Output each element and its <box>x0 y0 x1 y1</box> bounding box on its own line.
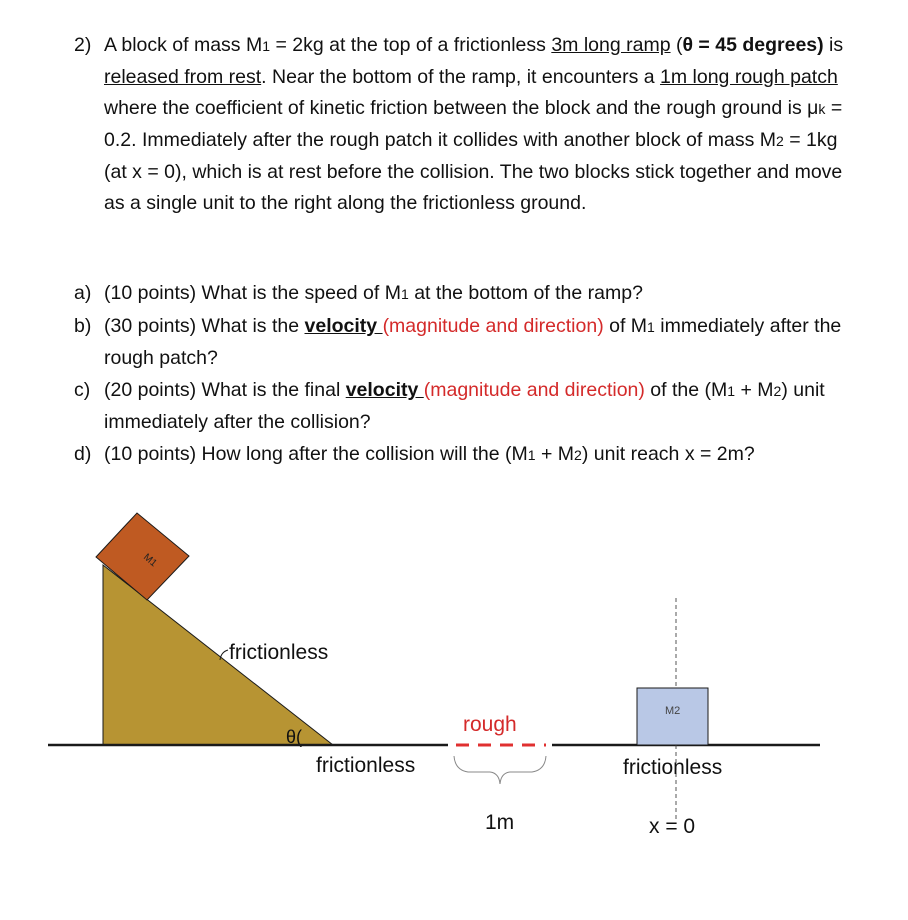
text-segment: ) unit reach x = 2m? <box>581 443 755 465</box>
subscript: 1 <box>727 383 736 399</box>
text-segment: . Near the bottom of the ramp, it encounters a <box>261 66 661 88</box>
text-segment: of the (M <box>644 379 728 401</box>
ground-left-label: frictionless <box>316 754 416 777</box>
subscript: 2 <box>773 383 782 399</box>
rough-label: rough <box>463 713 517 736</box>
text-segment: (10 points) How long after the collision will the (M <box>104 443 528 465</box>
text-segment: (10 points) What is the speed of M <box>104 282 401 304</box>
problem-number: 2) <box>74 34 92 56</box>
underlined-released: released from rest <box>104 66 262 88</box>
subscript: 2 <box>574 447 582 463</box>
subscript: k <box>818 101 826 117</box>
text-segment: + M <box>535 443 575 465</box>
text-segment: ) unit immediately after the collision? <box>104 379 825 433</box>
subscript: 1 <box>527 447 536 463</box>
text-segment: immediately after the rough patch? <box>104 315 842 369</box>
bold-angle: θ = 45 degrees) <box>682 34 824 56</box>
question-label: d) <box>74 443 92 465</box>
text-segment: = 0.2. Immediately after the rough patch it collides with another block of mass M <box>104 97 843 151</box>
text-segment: = 1kg (at x = 0), which is at rest before the collision. The two blocks stick together and move as a single unit to the right along the frictionless ground. <box>104 129 843 214</box>
text-segment: (30 points) What is the <box>104 315 305 337</box>
text-segment: = 2kg at the top of a frictionless <box>270 34 552 56</box>
bold-velocity: velocity <box>304 315 383 337</box>
text-segment: is <box>823 34 844 56</box>
ramp-label: frictionless <box>229 641 329 664</box>
text-segment: ( <box>670 34 683 56</box>
theta-label: θ( <box>286 727 303 747</box>
text-segment: of M <box>603 315 648 337</box>
x-origin-label: x = 0 <box>649 815 696 838</box>
question-label: a) <box>74 282 92 304</box>
block-m1-label: M1 <box>141 551 159 570</box>
question-label: b) <box>74 315 92 337</box>
text-segment: where the coefficient of kinetic friction between the block and the rough ground is μ <box>104 97 819 119</box>
subscript: 2 <box>776 133 784 149</box>
question-label: c) <box>74 379 91 401</box>
red-magnitude-direction: (magnitude and direction) <box>382 315 604 337</box>
subscript: 1 <box>400 286 409 302</box>
underlined-ramp-length: 3m long ramp <box>551 34 671 56</box>
block-m2-label: M2 <box>665 705 681 717</box>
rough-brace <box>454 756 546 784</box>
rough-length-label: 1m <box>485 811 515 834</box>
text-segment: at the bottom of the ramp? <box>408 282 643 304</box>
text-segment: + M <box>735 379 774 401</box>
bold-velocity: velocity <box>345 379 424 401</box>
text-segment: A block of mass M <box>104 34 263 56</box>
red-magnitude-direction: (magnitude and direction) <box>423 379 645 401</box>
subscript: 1 <box>262 38 271 54</box>
underlined-rough-patch: 1m long rough patch <box>660 66 838 88</box>
ground-right-label: frictionless <box>623 756 723 779</box>
text-segment: (20 points) What is the final <box>104 379 346 401</box>
subscript: 1 <box>647 319 655 335</box>
